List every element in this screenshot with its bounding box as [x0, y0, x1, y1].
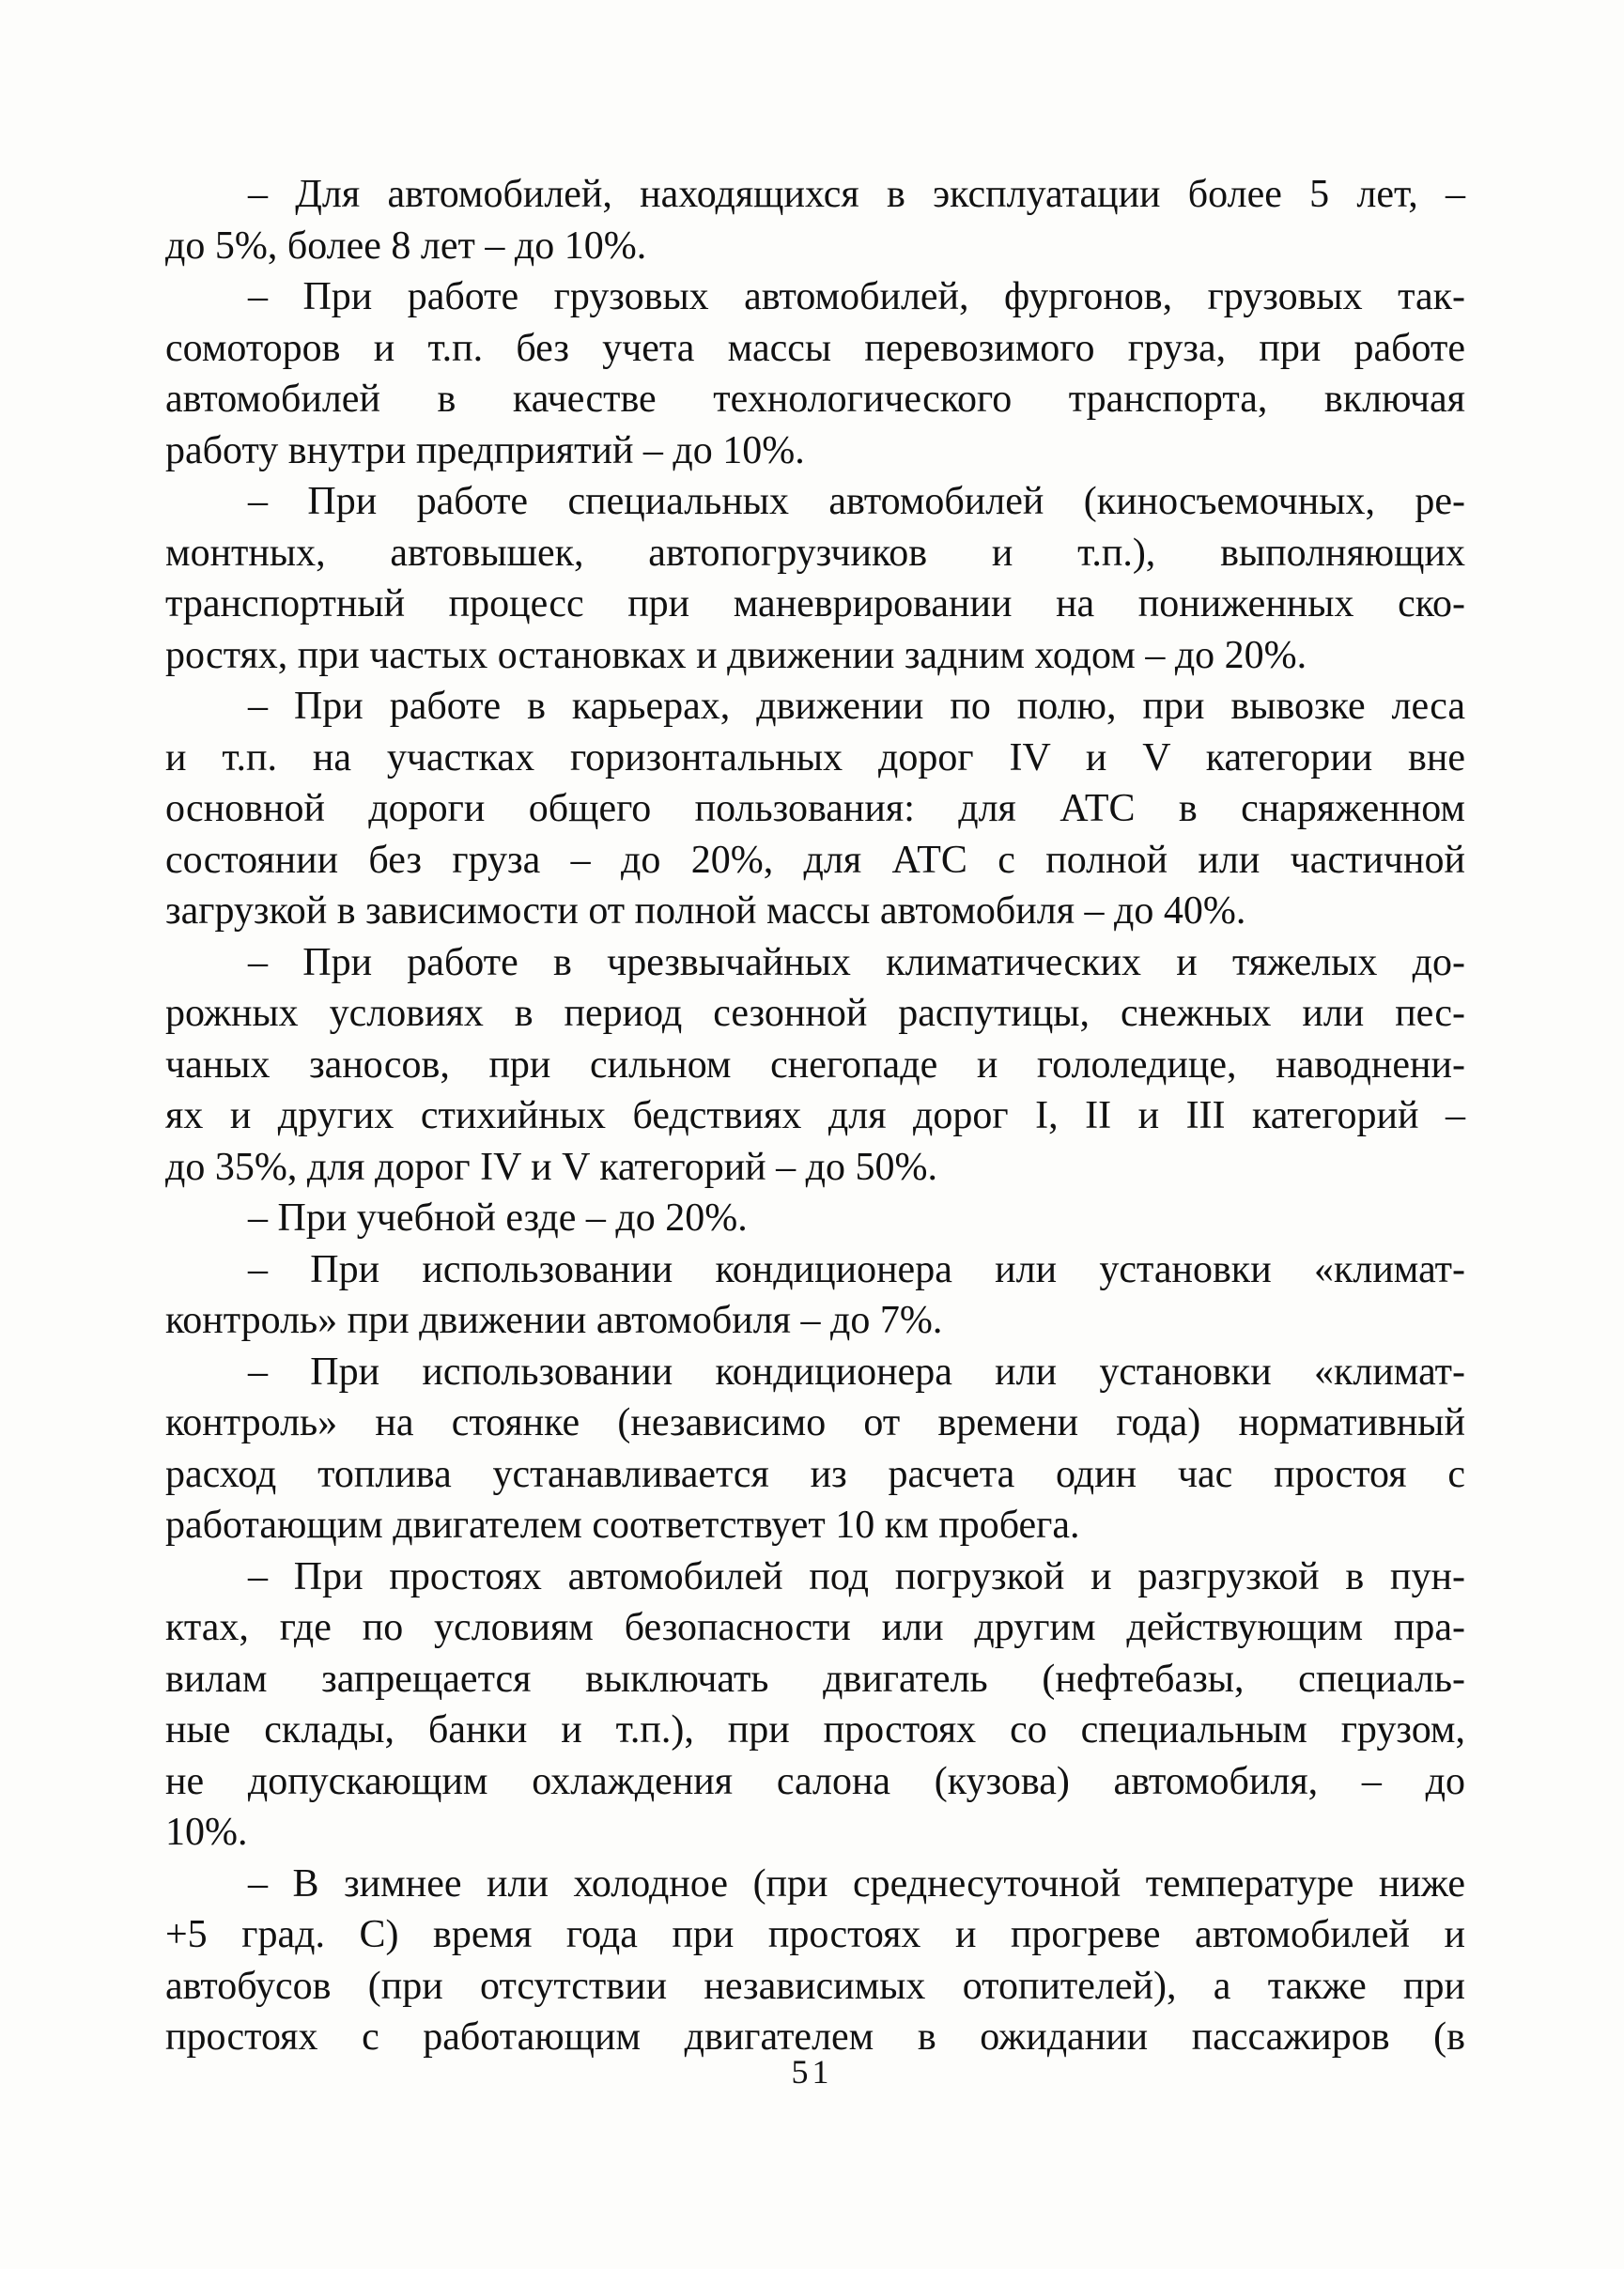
- text-line: ктах, где по условиям безопасности или другим действующим пра-: [165, 1606, 1465, 1649]
- text-line: автобусов (при отсутствии независимых отопителей), а также при: [165, 1964, 1465, 2008]
- text-line: – При простоях автомобилей под погрузкой и разгрузкой в пун-: [248, 1554, 1465, 1598]
- body-text: [165, 169, 1465, 2063]
- text-line: основной дороги общего пользования: для АТС в снаряженном: [165, 787, 1465, 830]
- text-line: – В зимнее или холодное (при среднесуточной температуре ниже: [248, 1861, 1465, 1906]
- text-line: – При использовании кондиционера или установки «климат-: [248, 1350, 1465, 1394]
- text-line: работающим двигателем соответствует 10 км пробега.: [165, 1504, 1080, 1547]
- text-line: – При работе специальных автомобилей (киносъемочных, ре-: [248, 480, 1465, 523]
- text-line: состоянии без груза – до 20%, для АТС с полной или частичной: [165, 838, 1465, 882]
- text-line: до 5%, более 8 лет – до 10%.: [165, 224, 647, 268]
- text-line: ях и других стихийных бедствиях для дорог I, II и III категорий –: [165, 1094, 1465, 1137]
- text-line: +5 град. С) время года при простоях и прогреве автомобилей и: [165, 1913, 1465, 1956]
- text-line: 10%.: [165, 1811, 248, 1854]
- text-line: работу внутри предприятий – до 10%.: [165, 428, 805, 472]
- text-line: не допускающим охлаждения салона (кузова) автомобиля, – до: [165, 1759, 1465, 1803]
- text-line: автомобилей в качестве технологического транспорта, включая: [165, 378, 1465, 421]
- text-line: чаных заносов, при сильном снегопаде и гололедице, наводнени-: [165, 1042, 1465, 1087]
- text-line: – При работе грузовых автомобилей, фургонов, грузовых так-: [248, 275, 1465, 318]
- text-line: – При работе в чрезвычайных климатических и тяжелых до-: [248, 940, 1465, 984]
- text-line: расход топлива устанавливается из расчета один час простоя с: [165, 1452, 1465, 1496]
- text-line: вилам запрещается выключать двигатель (нефтебазы, специаль-: [165, 1657, 1465, 1701]
- text-line: сомоторов и т.п. без учета массы перевозимого груза, при работе: [165, 326, 1465, 370]
- text-line: рожных условиях в период сезонной распутицы, снежных или пес-: [165, 992, 1465, 1035]
- text-line: и т.п. на участках горизонтальных дорог IV и V категории вне: [165, 735, 1465, 779]
- text-line: ные склады, банки и т.п.), при простоях со специальным грузом,: [165, 1708, 1465, 1752]
- text-line: – При работе в карьерах, движении по полю, при вывозке леса: [248, 685, 1465, 728]
- text-line: простоях с работающим двигателем в ожидании пассажиров (в: [165, 2015, 1465, 2059]
- text-line: до 35%, для дорог IV и V категорий – до 50%.: [165, 1145, 938, 1189]
- text-line: контроль» при движении автомобиля – до 7%.: [165, 1299, 943, 1342]
- text-line: – При использовании кондиционера или установки «климат-: [248, 1247, 1465, 1291]
- text-line: загрузкой в зависимости от полной массы автомобиля – до 40%.: [165, 889, 1246, 933]
- text-line: – Для автомобилей, находящихся в эксплуатации более 5 лет, –: [248, 173, 1465, 216]
- text-line: контроль» на стоянке (независимо от времени года) нормативный: [165, 1401, 1465, 1444]
- text-line: транспортный процесс при маневрировании на пониженных ско-: [165, 582, 1465, 625]
- page-number: 51: [791, 2053, 833, 2091]
- text-line: монтных, автовышек, автопогрузчиков и т.п.), выполняющих: [165, 531, 1465, 575]
- text-line: – При учебной езде – до 20%.: [248, 1196, 748, 1240]
- text-line: ростях, при частых остановках и движении задним ходом – до 20%.: [165, 633, 1307, 677]
